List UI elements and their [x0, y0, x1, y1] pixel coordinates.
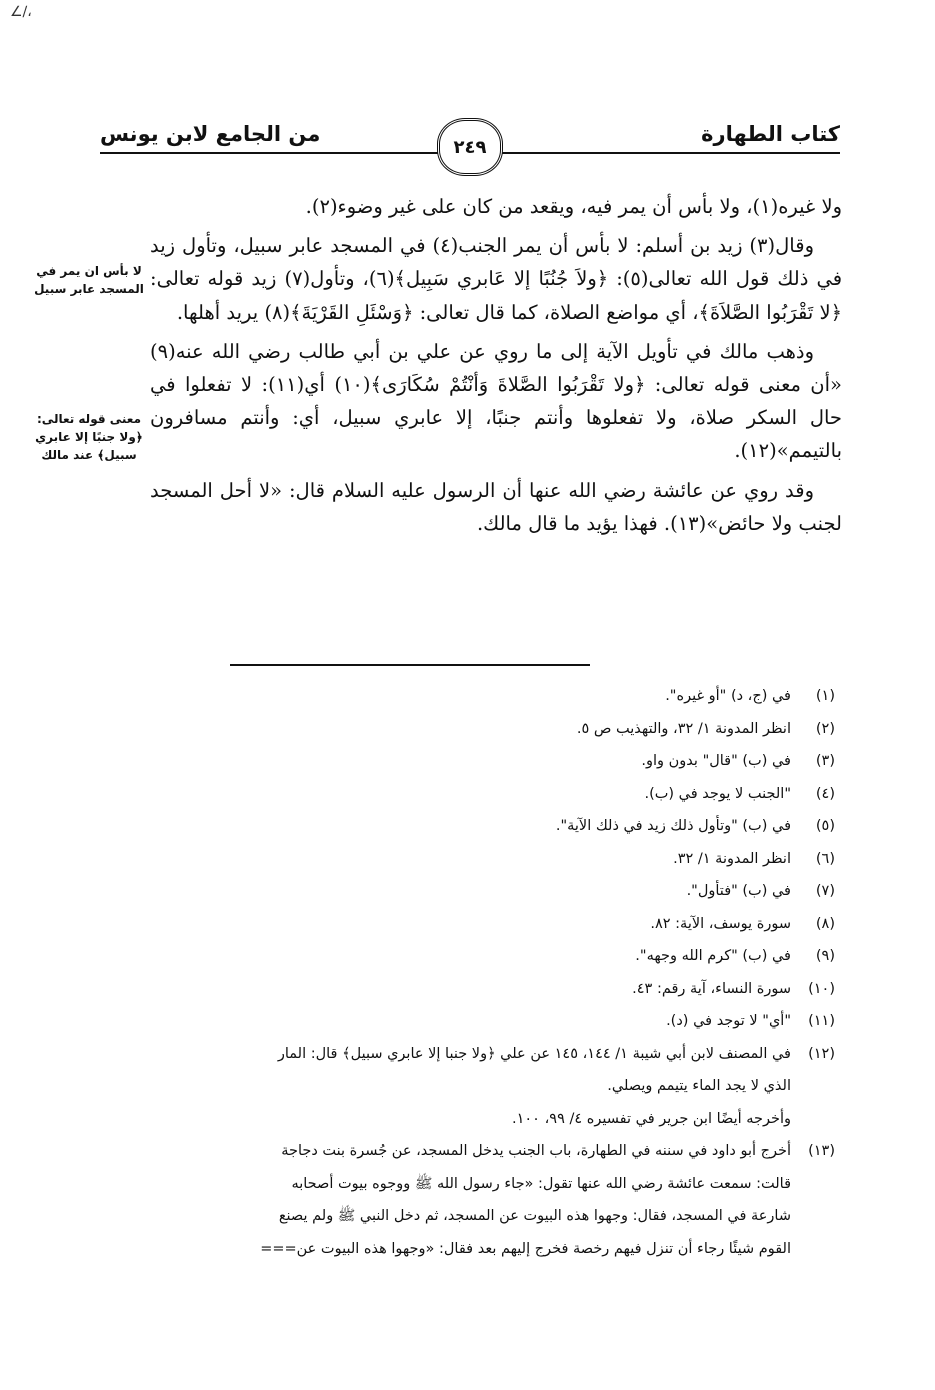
paragraph: وذهب مالك في تأويل الآية إلى ما روي عن علي بن أبي طالب رضي الله عنه(٩) «أن معنى قوله تعالى: ﴿ولا تَقْرَبُوا الصَّلاةَ وَأنْتُمْ سُكَارَى﴾(١٠) أي(١١): لا تفعلوا في حال السكر صلاة، ولا تفعلوها وأنتم جنبًا، إلا عابري سبيل، أي: وأنتم مسافرون بالتيمم»(١٢).	[150, 339, 842, 463]
footnote	[155, 875, 835, 908]
footnote	[155, 713, 835, 746]
page-header	[100, 118, 840, 174]
footnote-number: (١٣)	[808, 1143, 835, 1159]
footnote-number: (٢)	[815, 720, 835, 737]
footnote	[155, 778, 835, 811]
footnote-separator	[230, 664, 590, 666]
footnotes	[155, 680, 835, 1265]
footnote-number: (١٠)	[808, 980, 835, 997]
footnote-text: انظر المدونة ١/ ٣٢، والتهذيب ص ٥.	[576, 720, 791, 737]
footnote-text: "الجنب لا يوجد في (ب).	[644, 785, 791, 802]
paragraph: ولا غيره(١)، ولا بأس أن يمر فيه، ويقعد من كان على غير وضوء(٢).	[305, 195, 842, 218]
footnote-number: (٤)	[815, 785, 835, 802]
footnote-number: (٣)	[815, 753, 835, 769]
corner-mark: ،∕∠	[10, 4, 32, 20]
footnote-number: (٦)	[815, 850, 835, 867]
main-text	[150, 190, 842, 540]
footnote	[155, 1005, 835, 1038]
footnote	[155, 810, 835, 843]
footnote	[155, 843, 835, 876]
footnote-text: في (ج، د) "أو غيره".	[665, 688, 791, 704]
footnote-text: "أي" لا توجد في (د).	[666, 1013, 791, 1029]
footnote-text: وأخرجه أيضًا ابن جرير في تفسيره ٤/ ٩٩، ١٠٠.	[512, 1110, 791, 1127]
footnote-text: في (ب) "قال" بدون واو.	[641, 753, 791, 769]
paragraph: وقال(٣) زيد بن أسلم: لا بأس أن يمر الجنب(٤) في المسجد عابر سبيل، وتأول زيد في ذلك قول الله تعالى(٥): ﴿ولاَ جُنُبًا إلا عَابري سَبِيل﴾(٦)، وتأول(٧) زيد قوله تعالى: ﴿لا تَقْرَبُوا الصَّلاَةَ﴾، أي مواضع الصلاة، كما قال تعالى: ﴿وَسْئَلِ القَرْيَةَ﴾(٨) يريد أهلها.	[150, 234, 843, 324]
footnote	[155, 745, 835, 778]
footnote	[155, 680, 835, 713]
footnote-number: (٥)	[815, 818, 835, 834]
footnote-text: في المصنف لابن أبي شيبة ١/ ١٤٤، ١٤٥ عن علي ﴿ولا جنبا إلا عابري سبيل﴾ قال: المار	[277, 1045, 791, 1062]
footnote-number: (١١)	[808, 1013, 835, 1029]
footnote-text: الذي لا يجد الماء يتيمم ويصلي.	[607, 1078, 791, 1094]
footnote-text: في (ب) "فتأول".	[686, 883, 791, 899]
book-title: كتاب الطهارة	[701, 122, 840, 146]
footnote	[155, 1038, 835, 1136]
footnote	[155, 940, 835, 973]
page-number: ٢٤٩	[437, 118, 503, 176]
footnote-text: قالت: سمعت عائشة رضي الله عنها تقول: «جاء رسول الله ﷺ ووجوه بيوت أصحابه	[291, 1175, 791, 1192]
footnote-text: في (ب) "وتأول ذلك زيد في ذلك الآية".	[555, 818, 791, 834]
margin-note-1: لا بأس ان يمر في المسجد عابر سبيل	[34, 264, 144, 296]
footnote-number: (١٢)	[808, 1045, 835, 1062]
footnote-number: (١)	[815, 688, 835, 704]
footnote-text: في (ب) "كرم الله وجهه".	[635, 948, 791, 964]
footnote-number: (٩)	[815, 948, 835, 964]
paragraph: وقد روي عن عائشة رضي الله عنها أن الرسول عليه السلام قال: «لا أحل المسجد لجنب ولا حائض»(١٣). فهذا يؤيد ما قال مالك.	[150, 478, 842, 535]
footnote	[155, 908, 835, 941]
footnote-text: انظر المدونة ١/ ٣٢.	[673, 850, 791, 867]
footnote-text: سورة النساء، آية رقم: ٤٣.	[632, 980, 791, 997]
footnote	[155, 1135, 835, 1265]
footnote-text: أخرج أبو داود في سننه في الطهارة، باب الجنب يدخل المسجد، عن جُسرة بنت دجاجة	[281, 1143, 791, 1159]
footnote-text: القوم شيئًا رجاء أن تنزل فيهم رخصة فخرج إليهم بعد فقال: «وجهوا هذه البيوت عن===	[260, 1240, 791, 1257]
footnote-text: سورة يوسف، الآية: ٨٢.	[650, 915, 791, 932]
footnote-number: (٧)	[815, 883, 835, 899]
footnote	[155, 973, 835, 1006]
margin-note-2: معنى قوله تعالى: ﴿ولا جنبًا إلا عابري سبيل﴾ عند مالك	[35, 412, 143, 462]
footnote-text: شارعة في المسجد، فقال: وجهوا هذه البيوت عن المسجد، ثم دخل النبي ﷺ ولم يصنع	[278, 1208, 791, 1224]
work-title: من الجامع لابن يونس	[100, 122, 321, 146]
footnote-number: (٨)	[815, 915, 835, 932]
